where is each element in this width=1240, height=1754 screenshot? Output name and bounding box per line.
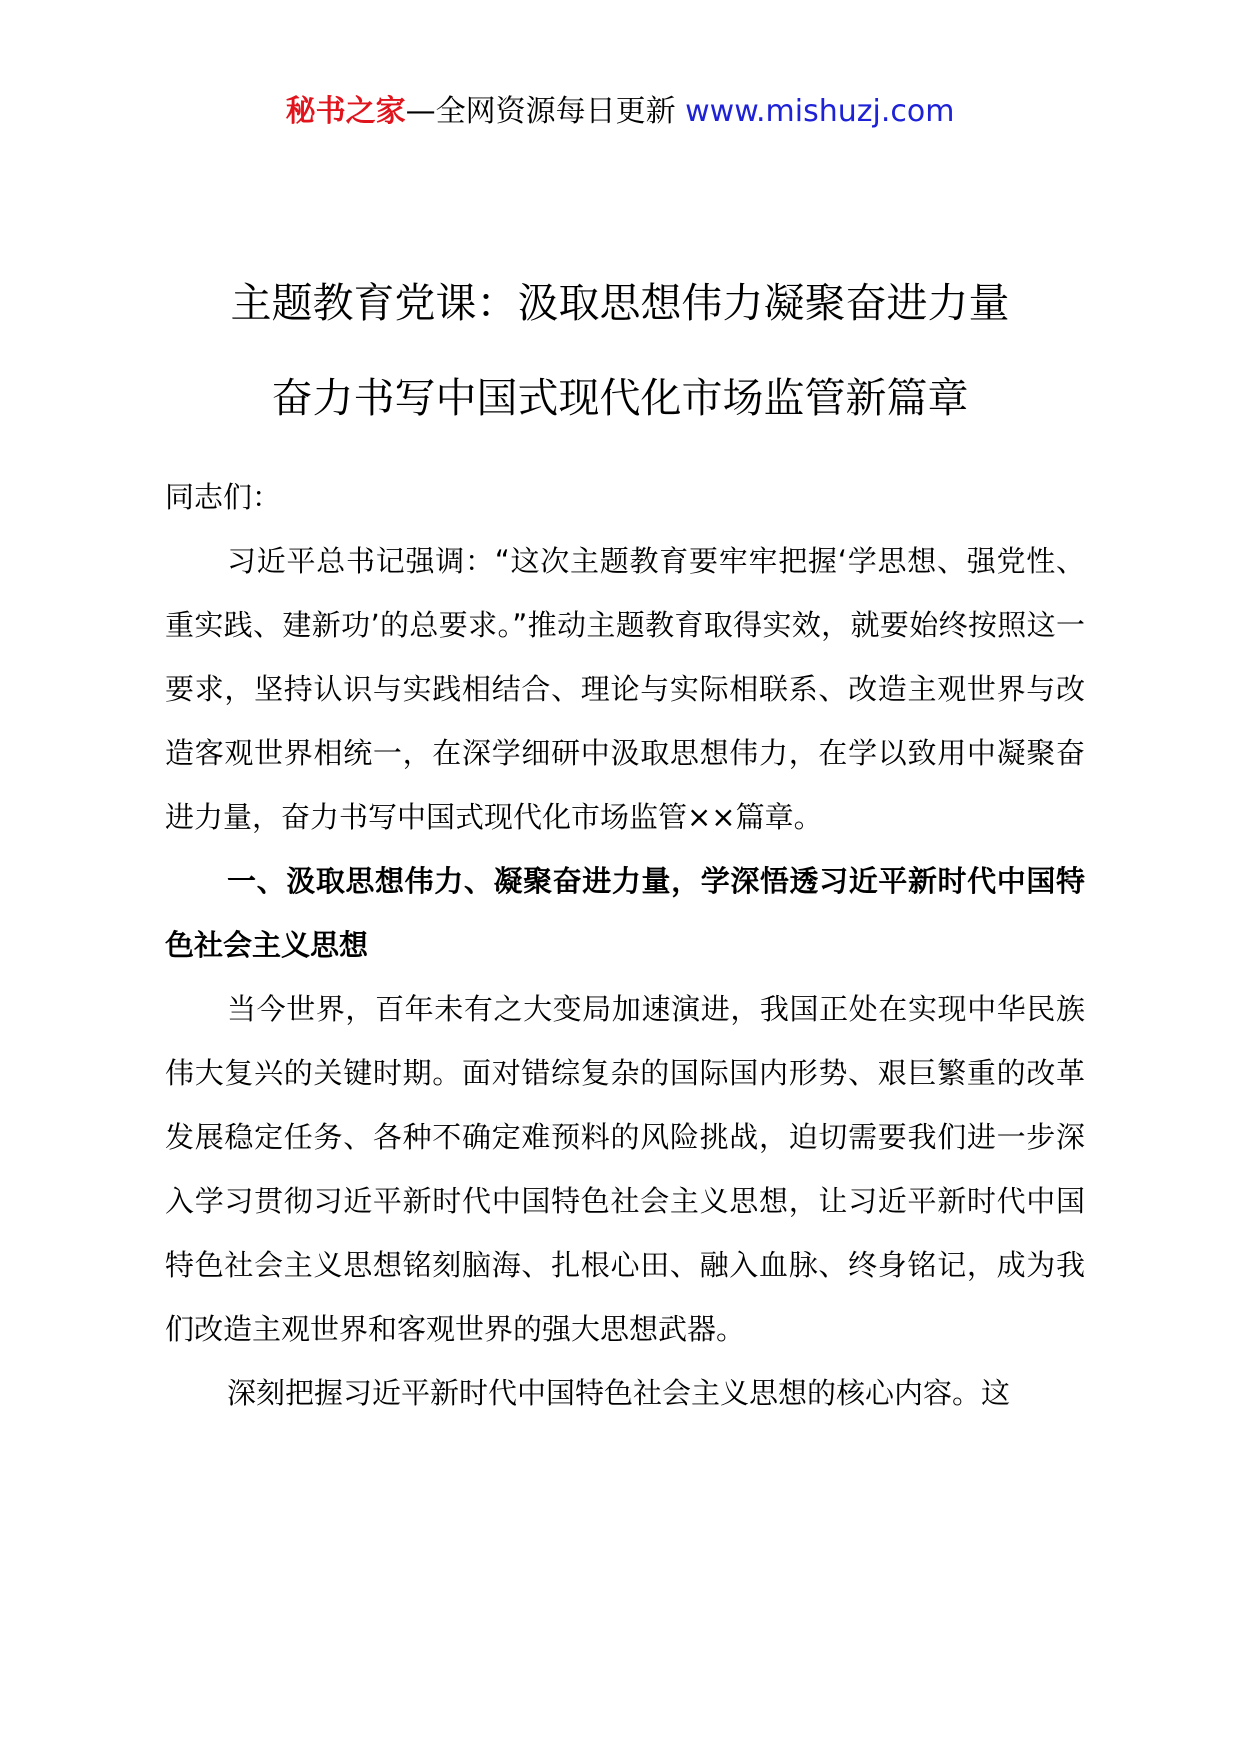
site-header bbox=[0, 92, 1240, 132]
section-heading-1: 一、汲取思想伟力、凝聚奋进力量，学深悟透习近平新时代中国特色社会主义思想 bbox=[165, 864, 1085, 962]
document-body bbox=[165, 465, 1085, 1425]
site-brand: 秘书之家 bbox=[285, 94, 406, 129]
document-title-line-2: 奋力书写中国式现代化市场监管新篇章 bbox=[271, 374, 969, 422]
salutation: 同志们： bbox=[165, 480, 282, 514]
paragraph-world-situation: 当今世界，百年未有之大变局加速演进，我国正处在实现中华民族伟大复兴的关键时期。面对错综复杂的国际国内形势、艰巨繁重的改革发展稳定任务、各种不确定难预料的风险挑战，迫切需要我们进一步深入学习贯彻习近平新时代中国特色社会主义思想，让习近平新时代中国特色社会主义思想铭刻脑海、扎根心田、融入血脉、终身铭记，成为我们改造主观世界和客观世界的强大思想武器。 bbox=[165, 992, 1085, 1346]
document-title-line-1: 主题教育党课：汲取思想伟力凝聚奋进力量 bbox=[230, 279, 1010, 327]
paragraph-core-content: 深刻把握习近平新时代中国特色社会主义思想的核心内容。这 bbox=[227, 1376, 1011, 1410]
paragraph-intro: 习近平总书记强调：“这次主题教育要牢牢把握‘学思想、强党性、重实践、建新功’的总要求。”推动主题教育取得实效，就要始终按照这一要求，坚持认识与实践相结合、理论与实际相联系、改造主观世界与改造客观世界相统一，在深学细研中汲取思想伟力，在学以致用中凝聚奋进力量，奋力书写中国式现代化市场监管××篇章。 bbox=[165, 544, 1085, 834]
site-tagline: —全网资源每日更新 bbox=[405, 94, 686, 129]
site-url-link[interactable]: www.mishuzj.com bbox=[685, 94, 955, 129]
